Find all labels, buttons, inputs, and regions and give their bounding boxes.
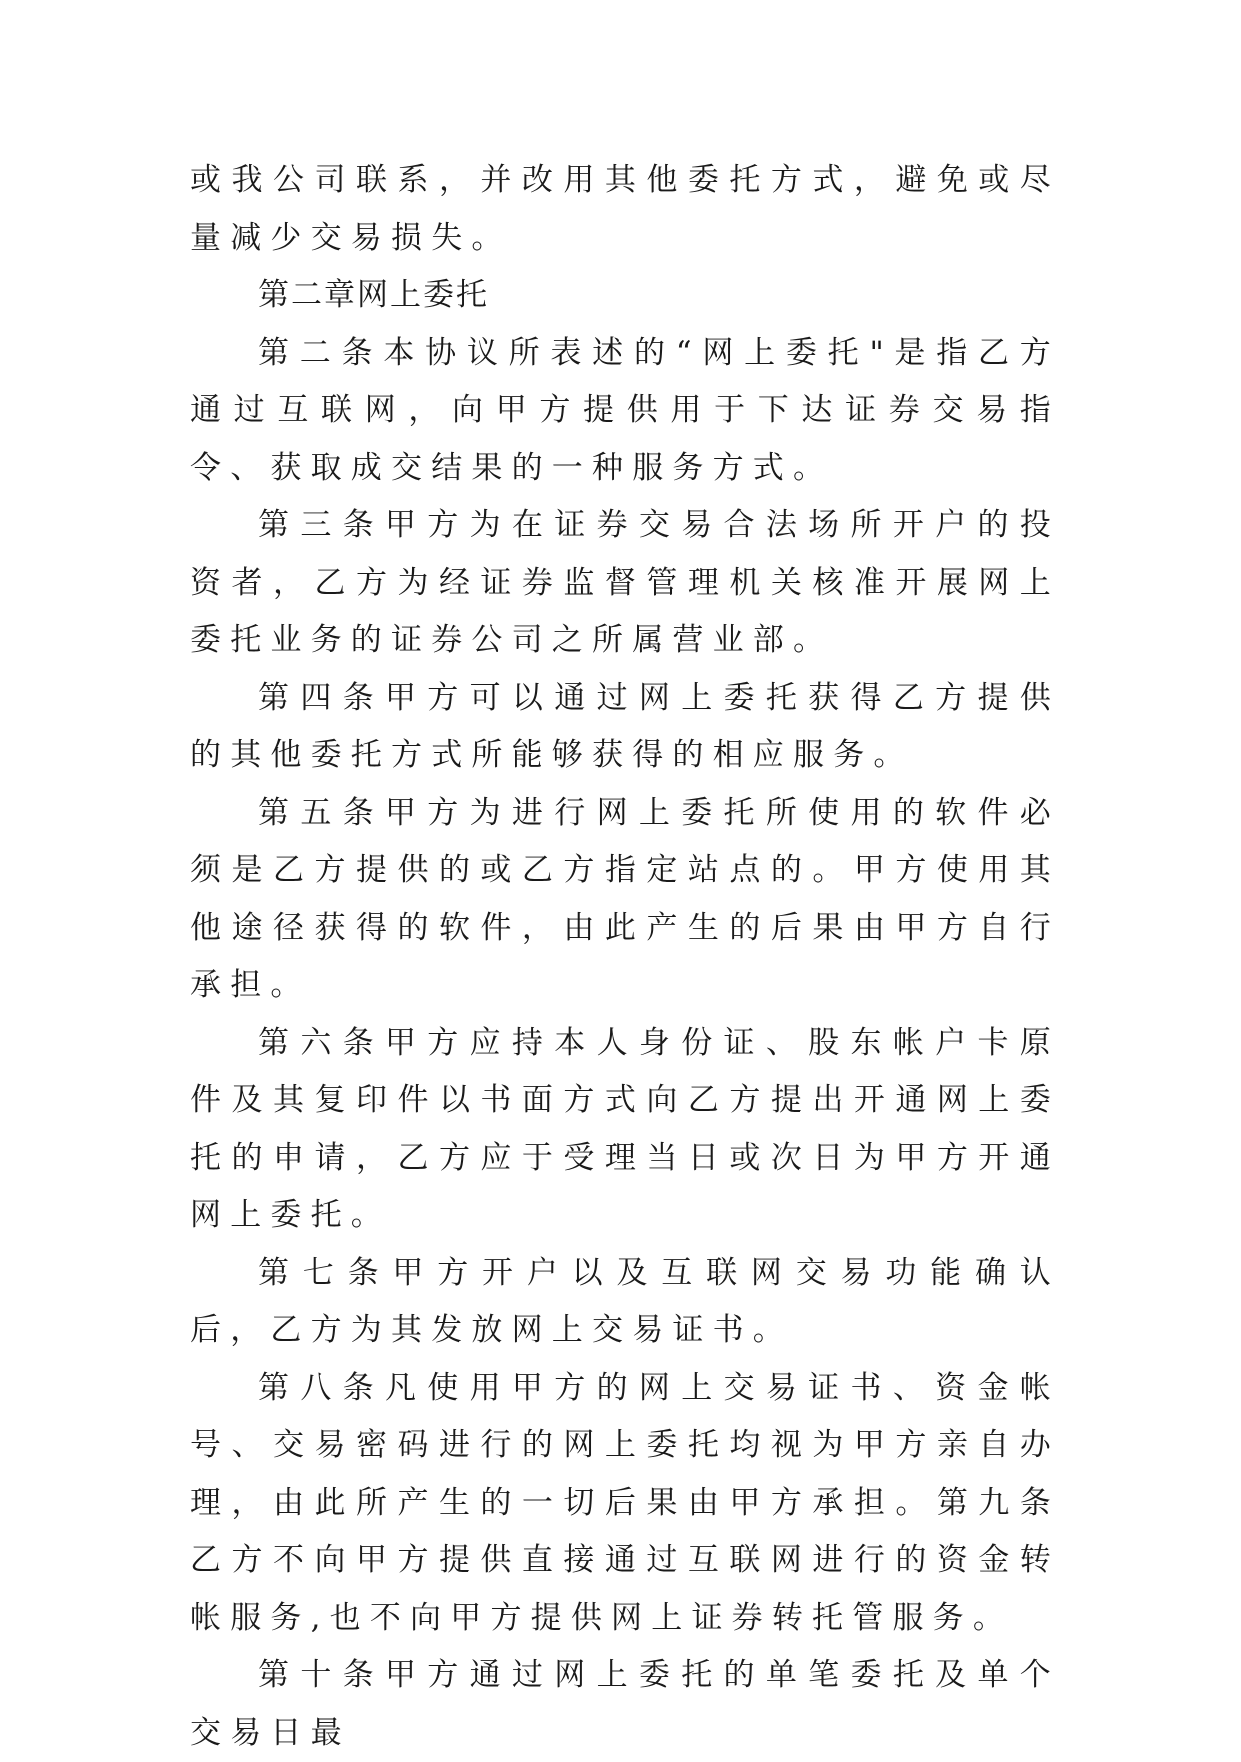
article-3: 第三条甲方为在证券交易合法场所开户的投资者，乙方为经证券监督管理机关核准开展网上委托业务的证券公司之所属营业部。 bbox=[190, 507, 1060, 658]
article-6: 第六条甲方应持本人身份证、股东帐户卡原件及其复印件以书面方式向乙方提出开通网上委托的申请，乙方应于受理当日或次日为甲方开通网上委托。 bbox=[190, 1024, 1060, 1233]
article-10: 第十条甲方通过网上委托的单笔委托及单个交易日最 bbox=[190, 1657, 1060, 1751]
article-2: 第二条本协议所表述的“网上委托"是指乙方通过互联网，向甲方提供用于下达证券交易指令、获取成交结果的一种服务方式。 bbox=[190, 334, 1060, 486]
paragraph-continuation: 或我公司联系，并改用其他委托方式，避免或尽量减少交易损失。 bbox=[190, 162, 1060, 256]
chapter-heading: 第二章网上委托 bbox=[258, 277, 489, 313]
article-8-9: 第八条凡使用甲方的网上交易证书、资金帐号、交易密码进行的网上委托均视为甲方亲自办理，由此所产生的一切后果由甲方承担。第九条乙方不向甲方提供直接通过互联网进行的资金转帐服务,也不向甲方提供网上证券转托管服务。 bbox=[190, 1369, 1060, 1636]
article-5: 第五条甲方为进行网上委托所使用的软件必须是乙方提供的或乙方指定站点的。甲方使用其他途径获得的软件，由此产生的后果由甲方自行承担。 bbox=[190, 794, 1060, 1003]
article-4: 第四条甲方可以通过网上委托获得乙方提供的其他委托方式所能够获得的相应服务。 bbox=[190, 679, 1060, 773]
article-7: 第七条甲方开户以及互联网交易功能确认后，乙方为其发放网上交易证书。 bbox=[190, 1254, 1060, 1348]
document-body bbox=[190, 152, 1060, 1762]
